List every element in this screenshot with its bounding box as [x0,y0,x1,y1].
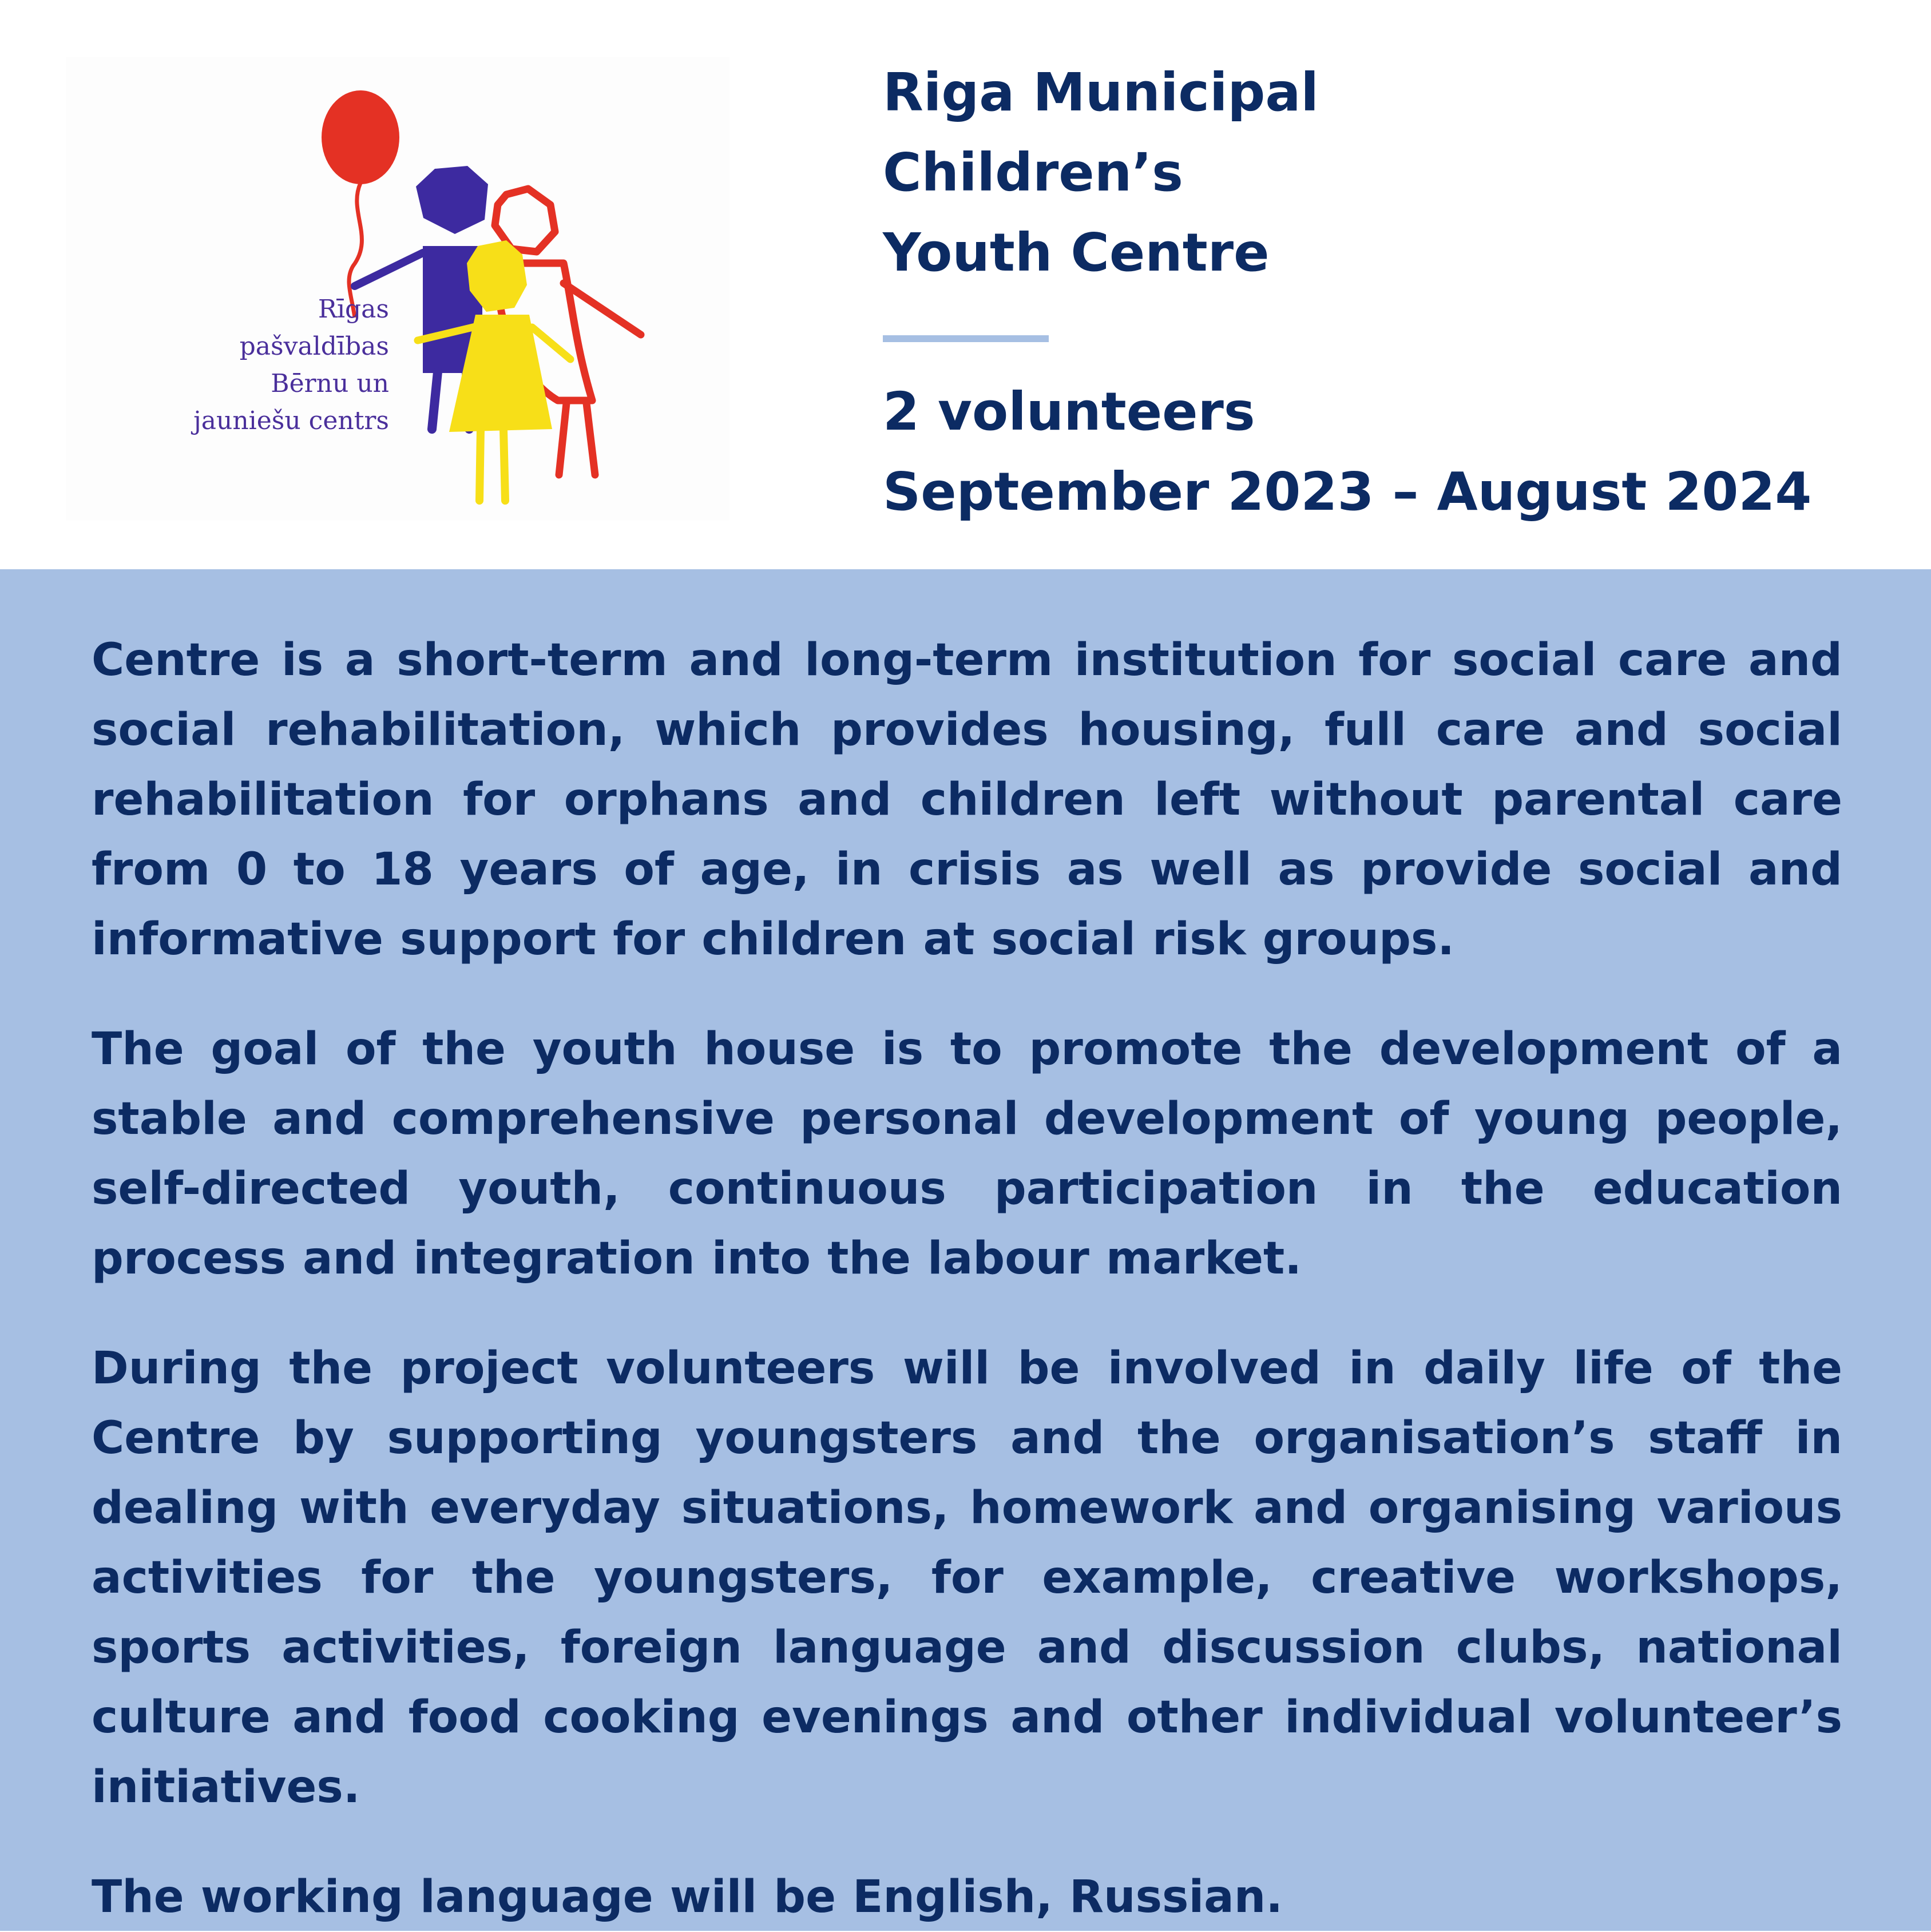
logo-text-line-1: Rīgas [318,295,389,324]
logo-illustration [66,57,729,521]
description-paragraph: The goal of the youth house is to promote the development of a stable and comprehensive personal development of young people, self-directed youth, continuous participation in the education process and integration into the labour market. [92,1023,1842,1284]
project-meta [883,372,1901,532]
description-section [0,569,1931,1931]
balloon-icon [322,90,399,184]
red-child-leg-right-icon [586,403,595,475]
logo-text-line-2: pašvaldības [239,332,389,361]
title-line-2: Children’s [883,142,1183,203]
header-section [0,0,1931,569]
title-line-3: Youth Centre [883,222,1270,283]
title-divider [883,335,1049,342]
red-child-leg-left-icon [559,403,566,475]
blue-child-head-icon [416,166,488,234]
title-line-1: Riga Municipal [883,62,1319,123]
yellow-child-leg-left-icon [479,429,481,501]
description-paragraph: During the project volunteers will be involved in daily life of the Centre by supporting youngsters and the organisation’s staff in dealing with everyday situations, homework and organising various activities for the youngsters, for example, creative workshops, sports activities, foreign language and discussion clubs, national culture and food cooking evenings and other individual volunteer’s initiatives. [92,1343,1842,1813]
page-title [883,53,1855,293]
description-content [92,625,1842,1932]
yellow-child-arm-right-icon [532,327,570,359]
yellow-child-leg-right-icon [503,429,505,501]
project-dates: September 2023 – August 2024 [883,461,1812,522]
logo-text-line-4: jauniešu centrs [193,406,389,435]
description-paragraph: Centre is a short-term and long-term institution for social care and social rehabilitation, which provides housing, full care and social rehabilitation for orphans and children left without parental care from 0 to 18 years of age, in crisis as well as provide social and informative support for children at social risk groups. [92,634,1842,965]
description-paragraph: The working language will be English, Russian. [92,1871,1283,1923]
logo [66,57,729,521]
logo-text-line-3: Bērnu un [271,369,389,398]
volunteer-count: 2 volunteers [883,381,1255,442]
blue-child-arm-icon [355,253,423,286]
blue-child-leg-left-icon [432,372,438,429]
